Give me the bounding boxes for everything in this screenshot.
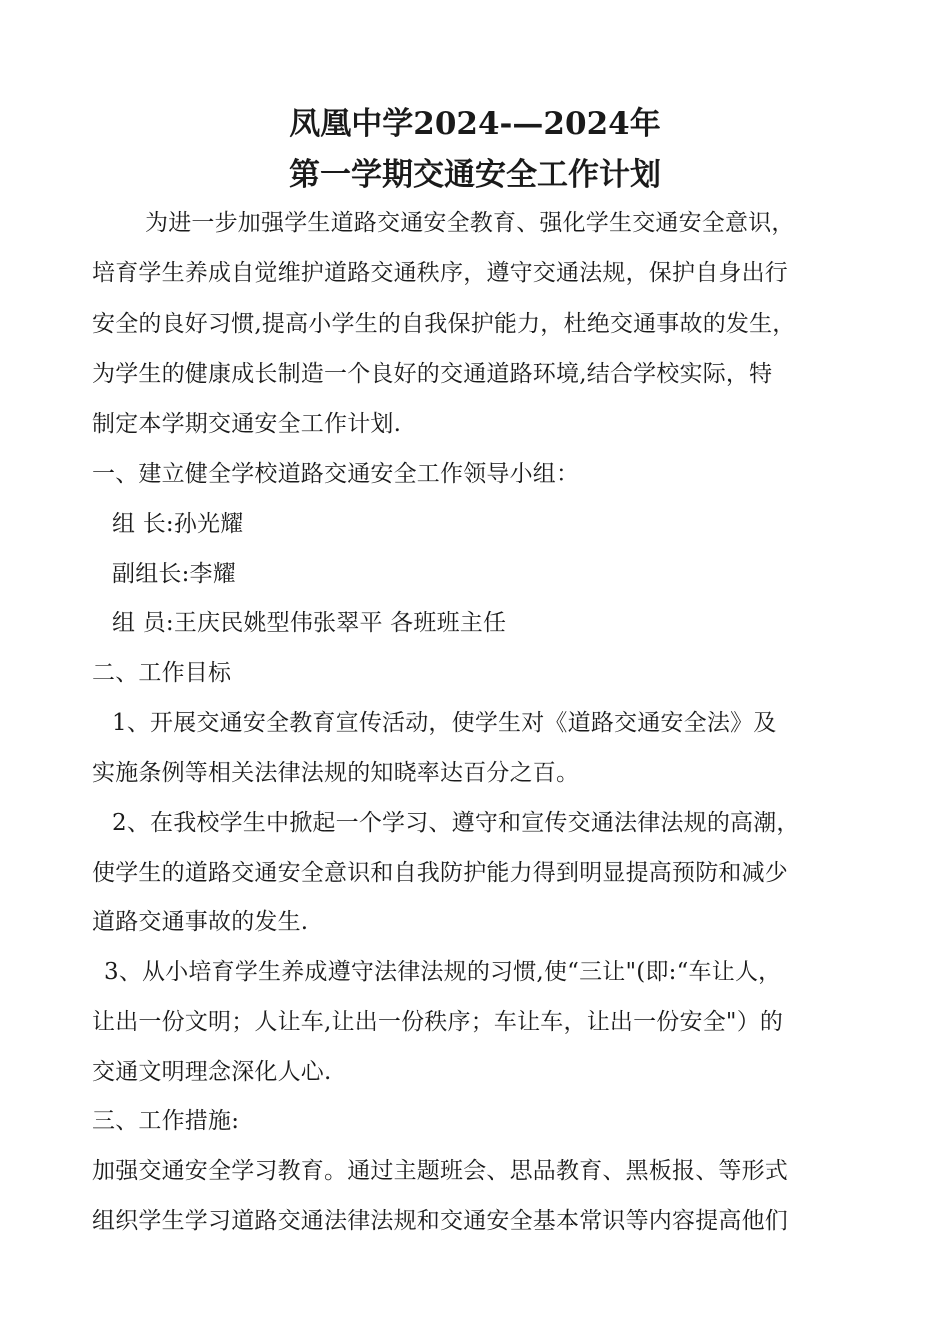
section-heading-2: 二、工作目标 — [92, 660, 232, 686]
goal-paragraph-line: 实施条例等相关法律法规的知晓率达百分之百。 — [92, 760, 580, 786]
section-heading-3: 三、工作措施: — [92, 1108, 240, 1134]
intro-paragraph-line: 制定本学期交通安全工作计划. — [92, 411, 402, 437]
goal-paragraph-line: 使学生的道路交通安全意识和自我防护能力得到明显提高预防和减少 — [92, 860, 788, 886]
measures-paragraph-line: 组织学生学习道路交通法律法规和交通安全基本常识等内容提高他们 — [92, 1208, 788, 1234]
goal-paragraph-line: 道路交通事故的发生. — [92, 909, 309, 935]
goal-paragraph-line: 交通文明理念深化人心. — [92, 1059, 332, 1085]
intro-paragraph-line: 安全的良好习惯,提高小学生的自我保护能力，杜绝交通事故的发生， — [92, 311, 796, 337]
measures-paragraph-line: 加强交通安全学习教育。通过主题班会、思品教育、黑板报、等形式 — [92, 1158, 788, 1184]
intro-paragraph-line: 为进一步加强学生道路交通安全教育、强化学生交通安全意识， — [145, 210, 795, 236]
members-line: 组 员:王庆民姚型伟张翠平 各班班主任 — [112, 610, 507, 636]
goal-paragraph-line: 2、在我校学生中掀起一个学习、遵守和宣传交通法律法规的高潮， — [112, 810, 800, 836]
section-heading-1: 一、建立健全学校道路交通安全工作领导小组： — [92, 461, 580, 487]
goal-paragraph-line: 3、从小培育学生养成遵守法律法规的习惯,使“三让"(即:“车让人， — [104, 959, 782, 985]
document-title-line-1: 凤凰中学2024-—2024年 — [289, 106, 661, 142]
goal-paragraph-line: 1、开展交通安全教育宣传活动，使学生对《道路交通安全法》及 — [112, 710, 777, 736]
goal-paragraph-line: 让出一份文明；人让车,让出一份秩序；车让车，让出一份安全"）的 — [92, 1009, 784, 1035]
intro-paragraph-line: 为学生的健康成长制造一个良好的交通道路环境,结合学校实际，特 — [92, 361, 773, 387]
leader-line: 组 长:孙光耀 — [112, 511, 244, 537]
document-title-line-2: 第一学期交通安全工作计划 — [289, 157, 661, 193]
intro-paragraph-line: 培育学生养成自觉维护道路交通秩序，遵守交通法规，保护自身出行 — [92, 260, 788, 286]
deputy-leader-line: 副组长:李耀 — [112, 561, 236, 587]
